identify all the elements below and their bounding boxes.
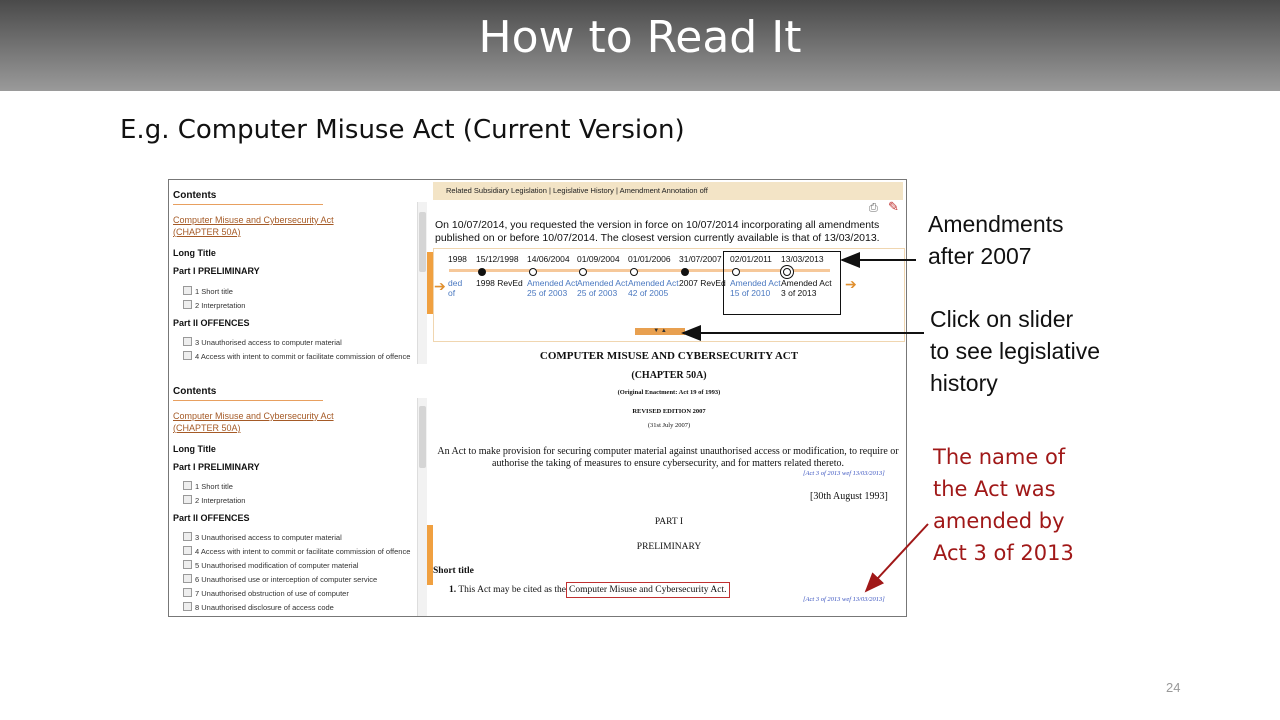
toc-part-1[interactable]: Part I PRELIMINARY bbox=[173, 462, 260, 472]
toc-section[interactable]: 2 Interpretation bbox=[183, 495, 245, 505]
toc-section[interactable]: 8 Unauthorised disclosure of access code bbox=[183, 602, 334, 612]
version-notice: On 10/07/2014, you requested the version in force on 10/07/2014 incorporating all amendments published on or before 10/07/2014. The closest version currently available is that of 13/03/2013. bbox=[435, 219, 880, 244]
act-original-enactment: (Original Enactment: Act 19 of 1993) bbox=[617, 389, 721, 396]
amendment-annotation[interactable]: [Act 3 of 2013 wef 13/03/2013] bbox=[803, 596, 885, 603]
callout-line: amended by bbox=[933, 509, 1065, 533]
callout-line: to see legislative bbox=[930, 338, 1101, 364]
page-number: 24 bbox=[1166, 680, 1181, 695]
arrow-to-annotation bbox=[866, 524, 928, 591]
callout-line: the Act was bbox=[933, 477, 1056, 501]
timeline-date: 01/09/2004 bbox=[577, 254, 620, 264]
toc-section[interactable]: 3 Unauthorised access to computer material bbox=[183, 532, 342, 542]
timeline-desc[interactable]: Amended Act 15 of 2010 bbox=[730, 278, 781, 298]
toc-section[interactable]: 5 Unauthorised modification of computer material bbox=[183, 560, 358, 570]
toc-section[interactable]: 3 Unauthorised access to computer material bbox=[183, 337, 342, 347]
annotate-icon[interactable]: ✎ bbox=[888, 199, 899, 214]
toc-part-2[interactable]: Part II OFFENCES bbox=[173, 513, 250, 523]
slide-subtitle: E.g. Computer Misuse Act (Current Version) bbox=[120, 115, 685, 145]
timeline-slider-handle[interactable]: ▼ ▲ bbox=[635, 328, 685, 335]
toc-act-link-name[interactable]: Computer Misuse and Cybersecurity Act bbox=[173, 215, 334, 225]
toc-section[interactable]: 4 Access with intent to commit or facilitate commission of offence bbox=[183, 351, 410, 361]
toc-heading: Contents bbox=[173, 190, 217, 201]
act-edition-date: (31st July 2007) bbox=[647, 422, 691, 429]
toc-part-2[interactable]: Part II OFFENCES bbox=[173, 318, 250, 328]
timeline-date: 31/07/2007 bbox=[679, 254, 722, 264]
toc-section[interactable]: 4 Access with intent to commit or facilitate commission of offence bbox=[183, 546, 410, 556]
toc-section[interactable]: 1 Short title bbox=[183, 286, 233, 296]
timeline-desc[interactable]: Amended Act 25 of 2003 bbox=[577, 278, 628, 298]
callout-line: Amendments bbox=[928, 211, 1064, 237]
part-label: PART I bbox=[654, 517, 684, 527]
timeline-date: 15/12/1998 bbox=[476, 254, 519, 264]
cited-name-highlight: Computer Misuse and Cybersecurity Act. bbox=[566, 582, 730, 598]
arrow-left-icon[interactable]: ➔ bbox=[434, 278, 446, 294]
timeline-date: 14/06/2004 bbox=[527, 254, 570, 264]
callout-line: after 2007 bbox=[928, 243, 1032, 269]
slide-title: How to Read It bbox=[478, 12, 802, 63]
print-icon[interactable]: ⎙ bbox=[869, 202, 878, 214]
callout-line: The name of bbox=[933, 445, 1066, 469]
toc-part-1[interactable]: Part I PRELIMINARY bbox=[173, 266, 260, 276]
timeline-desc: 2007 RevEd bbox=[679, 278, 726, 288]
toc-section[interactable]: 1 Short title bbox=[183, 481, 233, 491]
toc-long-title[interactable]: Long Title bbox=[173, 444, 216, 454]
act-commencement: [30th August 1993] bbox=[810, 491, 888, 502]
timeline-date: 1998 bbox=[448, 254, 467, 264]
section-text: This Act may be cited as the bbox=[458, 585, 566, 595]
timeline-desc: 1998 RevEd bbox=[476, 278, 523, 288]
callout-line: history bbox=[930, 370, 998, 396]
timeline-desc: Amended Act 3 of 2013 bbox=[781, 278, 832, 298]
section-number: 1. bbox=[449, 585, 457, 595]
section-heading: Short title bbox=[433, 566, 474, 576]
timeline-desc[interactable]: Amended Act 25 of 2003 bbox=[527, 278, 578, 298]
timeline-desc[interactable]: Amended Act 42 of 2005 bbox=[628, 278, 679, 298]
timeline-date: 13/03/2013 bbox=[781, 254, 824, 264]
part-name: PRELIMINARY bbox=[636, 542, 702, 552]
act-title: COMPUTER MISUSE AND CYBERSECURITY ACT bbox=[539, 350, 799, 362]
document-toolbar[interactable]: Related Subsidiary Legislation | Legislative History | Amendment Annotation off bbox=[433, 182, 903, 200]
toc-long-title[interactable]: Long Title bbox=[173, 248, 216, 258]
timeline-desc[interactable]: ded of bbox=[448, 278, 463, 298]
act-chapter: (CHAPTER 50A) bbox=[631, 370, 707, 381]
toc-section[interactable]: 2 Interpretation bbox=[183, 300, 245, 310]
toc-act-link-chapter[interactable]: (CHAPTER 50A) bbox=[173, 227, 241, 237]
callout-line: Act 3 of 2013 bbox=[933, 541, 1074, 565]
toc-section[interactable]: 6 Unauthorised use or interception of computer service bbox=[183, 574, 377, 584]
toc-act-link-name[interactable]: Computer Misuse and Cybersecurity Act bbox=[173, 411, 334, 421]
callout-line: Click on slider bbox=[930, 306, 1074, 332]
act-edition: REVISED EDITION 2007 bbox=[632, 408, 706, 415]
timeline-date: 01/01/2006 bbox=[628, 254, 671, 264]
timeline-date: 02/01/2011 bbox=[730, 254, 772, 264]
amendment-annotation[interactable]: [Act 3 of 2013 wef 13/03/2013] bbox=[803, 470, 885, 477]
toc-act-link-chapter[interactable]: (CHAPTER 50A) bbox=[173, 423, 241, 433]
act-preamble: An Act to make provision for securing computer material against unauthorised access or modification, to require or authorise the taking of measures to ensure cybersecurity, and for matters related thereto. bbox=[437, 446, 899, 469]
toc-section[interactable]: 7 Unauthorised obstruction of use of computer bbox=[183, 588, 349, 598]
arrow-right-icon[interactable]: ➔ bbox=[845, 276, 857, 292]
toc-heading: Contents bbox=[173, 386, 217, 397]
